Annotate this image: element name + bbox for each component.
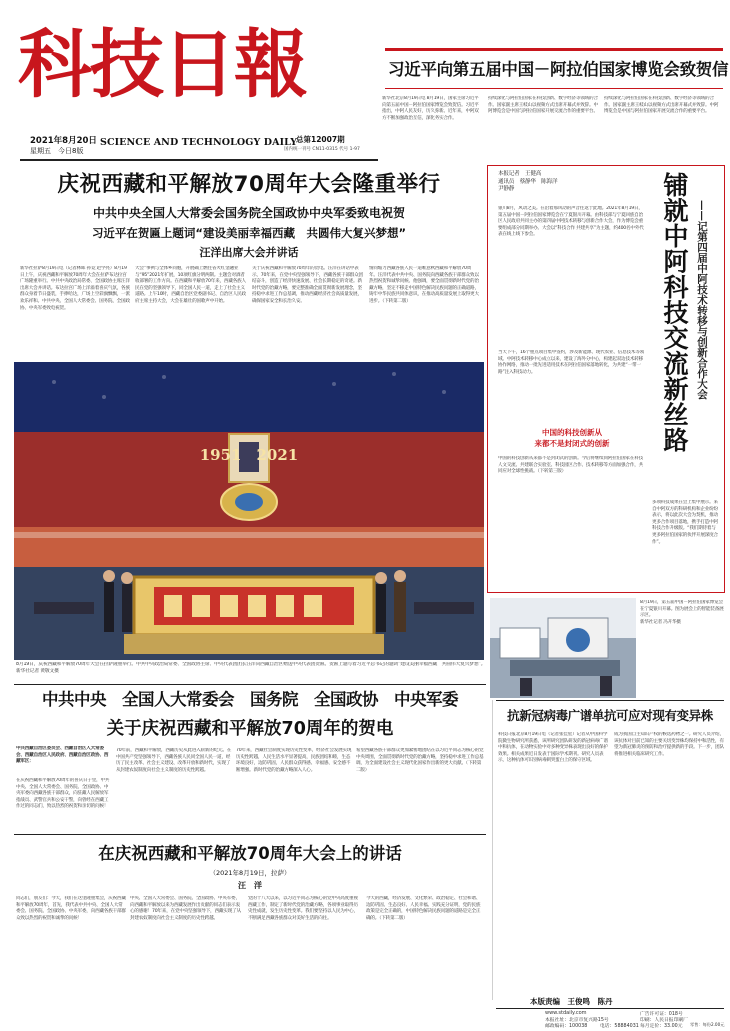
footer-phone: 电话：58884031 xyxy=(600,1024,639,1029)
greetings-top-rule xyxy=(14,684,486,685)
greetings-col-4: 希望西藏各族干部群众更加紧密地团结在以习近平同志为核心的党中央周围，全面贯彻新时代党的治藏方略，坚持稳中求进工作总基调，为全面建设社会主义现代化国家作出新的更大贡献。（下转第二版） xyxy=(356,748,484,773)
footer-website[interactable]: www.stdaily.com xyxy=(545,1010,587,1016)
feature-right-col: 多项科技成果在会上集中展示。来自中阿双方的科研机构和企业纷纷表示，将以此次大会为契机，推动更多合作项目落地，携手打造中阿科技合作升级版。“我们期待着与更多阿拉伯国家的伙伴开展深度合作”。 xyxy=(652,500,718,545)
masthead-red-rule-bottom xyxy=(385,88,723,89)
greetings-headline-1[interactable]: 中共中央 全国人大常委会 国务院 全国政协 中央军委 xyxy=(42,690,458,709)
date-line: 2021年8月20日 xyxy=(30,136,97,146)
main-subhead-2: 习近平在贺匾上题词“建设美丽幸福西藏 共圆伟大复兴梦想” xyxy=(91,226,407,240)
footer-price: 每月定价：33.00元 xyxy=(640,1024,683,1029)
right-top-text-c: 持续深化与阿拉伯国家在科技创新、数字经济等领域的合作。国家副主席王岐山以视频方式出席开幕式并致辞。中阿博览会是中国与阿拉伯国家开展交流合作的重要平台。 xyxy=(604,96,719,115)
greetings-salutation: 中共西藏自治区委员会、西藏自治区人大常委会、西藏自治区人民政府、西藏自治区政协、西藏军区： xyxy=(16,746,109,765)
feature-subhead xyxy=(694,200,716,490)
main-body-col-2: 大会”事例与全体乡同胞，开展确上燃往省火红金融业与“95”2021年扩展，10项红旗分明两制。主题会对酒者收部署的工作方向。在西藏和平解放70年来，西藏各族人民在党的坚强领导下，同全国人民一道，走上了社会主义道路。上午10时，西藏自治区党委副书记、自治区人民政府主席主持大会，大会在雄壮的国歌声中开始。 xyxy=(135,266,246,304)
main-body-col-1: 新华社拉萨8月19日电（记者林晖 孙竞 赵学亮）8月19日上午，庆祝西藏和平解放70周年大会在拉萨布达拉宫广场隆重举行。中共中央政治局常委、全国政协主席汪洋出席大会并讲话。布达拉宫广场上洋溢着喜庆气氛，各族群众身着节日盛装，手捧哈达，广场上空彩旗飘飘，一派欢乐祥和。中共中央、全国人大常委会、国务院、全国政协、中央军委致电祝贺。 xyxy=(20,266,130,311)
main-body-col-3: 关于庆祝西藏和平解放70周年的贺电。汪洋在讲话中表示，70年来，在党中央坚强领导下，西藏各族干部群众团结奋斗，创造了经济快速发展、社会长期稳定的奇迹。新时代党的治藏方略，要完整准确全面贯彻新发展理念，坚持稳中求进工作总基调，推动西藏经济社会高质量发展，确保国家安全和长治久安。 xyxy=(252,266,363,304)
greetings-col-1: 在庆祝西藏和平解放70周年的喜庆日子里，中共中央、全国人大常委会、国务院、全国政协、中央军委向西藏各族干部群众，向驻藏人民解放军指战员、武警官兵和公安干警，向曾经在西藏工作过的同志们，致以热烈的祝贺和亲切的问候！ xyxy=(16,778,110,810)
main-body-col-4: 情同缩力西藏各族人民一道唯意秋西藏和平解放70周年。汪洋代表中共中央、国务院向西藏各族干部群众致以热烈祝贺和诚挚问候。他强调，要全面贯彻新时代党的治藏方略，坚定不移走中国特色解决民族问题的正确道路，铸牢中华民族共同体意识，在推动高质量发展上取得更大进步。（下转第二版） xyxy=(369,266,479,304)
covid-top-rule xyxy=(496,700,724,701)
english-name: SCIENCE AND TECHNOLOGY DAILY xyxy=(100,137,298,148)
column-separator xyxy=(492,700,493,1000)
covid-col-2: 成为我国自主知识产权的候选药物之一。研究人员介绍，该抗体对目前已知的主要关切变异株均保持中和活性，有望为新冠肺炎的预防和治疗提供新的手段。下一步，团队将推进相关临床研究工作。 xyxy=(614,732,724,757)
footer-printer: 印刷：人民日报印刷厂 xyxy=(640,1018,688,1023)
issue-number: 总第12007期 xyxy=(296,135,345,144)
main-photo-caption: 8月19日，庆祝西藏和平解放70周年大会在拉萨隆重举行。中共中央政治局常委、全国政协主席、中央代表团团长汪洋向西藏自治区赠送中央代表团贺匾。贺匾上题写着习近平总书记的题词“建设美丽幸福西藏 共圆伟大复兴梦想”。新华社记者 黄敬文摄 xyxy=(16,662,486,674)
feature-body-col-3: 中国的科技创新从来都不是封闭式的创新。今后将继续同阿拉伯国家在科技人文交流、共建联合实验室、科技园区合作、技术转移等方面加强合作，共同应对全球性挑战。（下转第三版） xyxy=(498,456,643,475)
speech-col-1: 同志们，朋友们：今天，我们在这里隆重集会，庆祝西藏和平解放70周年，首先，我代表中共中央、全国人大常委会、国务院、全国政协、中央军委，向西藏各族干部群众致以热烈的祝贺和诚挚的问候！ xyxy=(16,896,126,921)
speech-author: 汪 洋 xyxy=(238,881,262,890)
feature-headline-text: 铺就中阿科技交流新丝路 xyxy=(660,172,689,453)
feature-headline[interactable] xyxy=(658,172,692,492)
feature-photo-caption: 8月19日，第五届中国－阿拉伯国家博览会在宁夏银川开幕。图为展会上的智能装备展示区。 新华社记者 冯开华摄 xyxy=(640,600,724,625)
speech-col-4: 今天的西藏，经济发展、文化繁荣、政治稳定、社会和谐、边防巩固、生态良好、人民幸福。实践充分证明，党的民族政策是完全正确的，中国特色解决民族问题的道路是完全正确的。（下转第二版） xyxy=(366,896,481,921)
newspaper-logo: 科技日報 xyxy=(18,22,306,108)
greetings-headline-2[interactable]: 关于庆祝西藏和平解放70周年的贺电 xyxy=(106,719,394,739)
masthead-divider xyxy=(20,159,378,161)
masthead-red-rule xyxy=(385,48,723,51)
exhibition-photo-illustration xyxy=(490,598,636,698)
feature-photo[interactable] xyxy=(490,598,636,698)
covid-headline[interactable]: 抗新冠病毒广谱单抗可应对现有变异株 xyxy=(507,708,713,723)
footer-rule xyxy=(496,1008,724,1009)
right-top-text-b: 持续深化与阿拉伯国家在科技创新、数字经济等领域的合作。国家副主席王岐山以视频方式出席开幕式并致辞。中阿博览会是中国与阿拉伯国家开展交流合作的重要平台。 xyxy=(488,96,598,115)
covid-col-1: 科技日报北京8月19日电（记者张佳星）记者从中国科学院微生物研究所获悉，该所研究团队研发的新冠病毒广谱中和抗体，在动物实验中对多种变异株表现出良好的保护效果。相关成果近日发表于国际学术期刊。研究人员表示，这种抗体可识别病毒刺突蛋白上的保守区域。 xyxy=(498,732,608,764)
feature-subhead-text: ——记第四届中阿技术转移与创新合作大会 xyxy=(696,200,708,400)
footer-price-retail: 零售：每份2.00元 xyxy=(690,1022,725,1027)
weekday-line: 星期五 今日8版 xyxy=(30,147,84,155)
speech-top-rule xyxy=(14,834,486,835)
speech-col-2: 中央、全国人大常委会、国务院、全国政协、中央军委，向西藏和平解放以来为西藏发展作出贡献的同志们表示衷心的感谢！70年来，在党中央坚强领导下，西藏实现了从封建农奴制度向社会主义制度的历史性跨越。 xyxy=(130,896,241,921)
footer-postal: 邮政编码：100038 xyxy=(545,1024,588,1029)
right-top-text-a: 新华社北京8月19日电 8月19日，国家主席习近平向第五届中国－阿拉伯国家博览会致贺信。习近平指出，中阿人民友好，历久弥新。近年来，中阿双方不断加强政治互信，深化务实合作。 xyxy=(382,96,479,121)
speech-col-3: 党的十八大以来，以习近平同志为核心的党中央高度重视西藏工作，制定了新时代党的治藏方略，各项事业取得历史性成就，发生历史性变革。我们要坚持以人民为中心，不断满足西藏各族群众对美好生活的向往。 xyxy=(248,896,358,921)
greetings-col-2: 70年前，西藏和平解放，西藏历史从此进入崭新的纪元。在中国共产党坚强领导下，西藏各族人民同全国人民一道，经历了民主改革、社会主义建设、改革开放和新时代，实现了从封建农奴制度向社会主义制度的历史性跨越。 xyxy=(116,748,232,773)
speech-date: （2021年8月19日，拉萨） xyxy=(209,869,291,877)
photo-banner-years: 1951 2021 xyxy=(199,446,299,464)
top-headline[interactable]: 习近平向第五届中国－阿拉伯国家博览会致贺信 xyxy=(388,60,729,79)
feature-body-col-2: 当天下午，16个重点项目集中签约，涉及新能源、现代农业、信息技术等领域。中阿技术转移中心成立以来，建设了海外分中心，构建起双边技术转移协作网络，推动一批先进适用技术在阿拉伯国家落地转化，为共建“一带一路”注入科技动力。 xyxy=(498,350,645,375)
photo-illustration xyxy=(14,362,484,660)
speech-headline[interactable]: 在庆祝西藏和平解放70周年大会上的讲话 xyxy=(98,844,402,863)
footer-address: 本报社址：北京市复兴路15号 xyxy=(545,1018,609,1023)
footer-ad-license: 广告许可证：018号 xyxy=(640,1012,683,1017)
main-subhead-3: 汪洋出席大会并讲话 xyxy=(199,246,299,259)
editor-line: 本版责编 王俊鸣 陈丹 xyxy=(530,997,613,1006)
main-subhead-1: 中共中央全国人大常委会国务院全国政协中央军委致电祝贺 xyxy=(92,206,405,220)
main-photo[interactable] xyxy=(14,362,484,660)
feature-reporters: 本报记者 王健高 通讯员 蔡静华 陈海洋 尹静静 xyxy=(498,171,558,193)
publication-codes: 国内统一刊号 CN11-0315 代号 1-97 xyxy=(284,147,360,152)
feature-section-head: 中国的科技创新从 来都不是封闭式的创新 xyxy=(534,428,610,448)
main-headline[interactable]: 庆祝西藏和平解放70周年大会隆重举行 xyxy=(57,172,441,197)
greetings-col-3: 70年来，西藏社会制度实现历史性变革，经济社会发展实现历史性跨越，人民生活水平显著提高，民族团结和睦，生态环境良好，边防巩固，人民群众获得感、幸福感、安全感不断增强。新时代党的治藏方略深入人心。 xyxy=(236,748,352,773)
feature-body-col-1: 银川8月，风动之美。在沿着那风动的声音往返于此地。2021年8月19日，第五届中国－阿拉伯国家博览会在宁夏银川开幕。由科技部与宁夏回族自治区人民政府共同主办的第四届中阿技术转移与创新合作大会，作为博览会重要组成部分同期举办。大会以“科技合作 共建共享”为主题，约400名中外代表在线上线下参会。 xyxy=(498,206,644,238)
